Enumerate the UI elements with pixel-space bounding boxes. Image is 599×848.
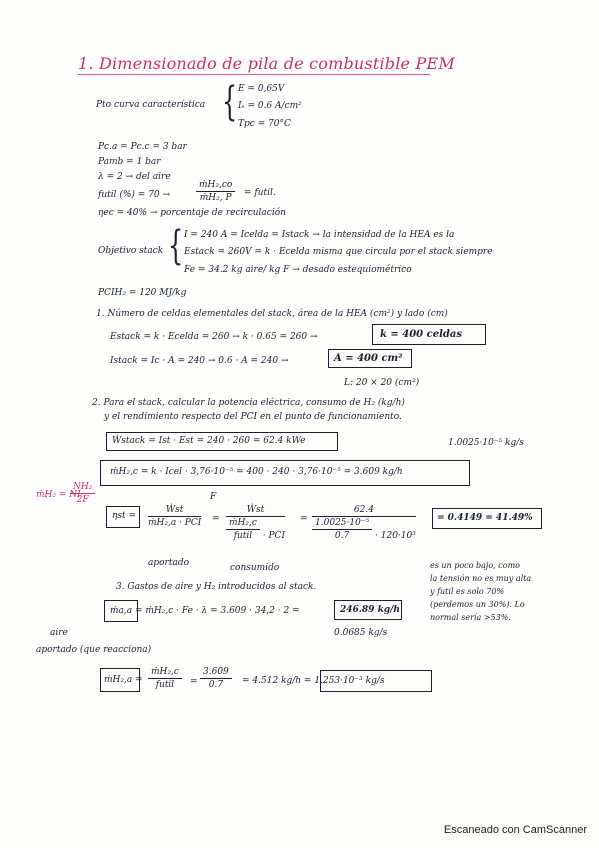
eta-lhs: ηst = (112, 511, 137, 521)
eta-frac-3-inner-num: 1.0025·10⁻⁵ (312, 518, 372, 530)
air-eq: ṁa,a = ṁH₂,c · Fe · λ = 3.609 · 34,2 · 2 = (110, 606, 300, 616)
eta-frac-3-num: 62.4 (312, 505, 416, 517)
h2-frac-2-den: 0.7 (208, 680, 224, 690)
eta-frac-3-inner (312, 518, 372, 541)
eq-sign: = (300, 514, 308, 524)
mh2-rate-kgs: 1.0025·10⁻⁵ kg/s (448, 438, 524, 448)
q1-eq1: Estack = k · Ecelda = 260 → k · 0.65 = 260 → (110, 332, 318, 342)
wstack-eq: Ẇstack = Ist · Est = 240 · 260 = 62.4 kWe (112, 436, 306, 446)
h2-result: = 4.512 kg/h = 1.253·10⁻³ kg/s (242, 676, 385, 686)
h2-frac-1 (148, 667, 182, 690)
note-line-2: la tensión no es muy alta (430, 574, 532, 583)
objective-label: Objetivo stack (98, 246, 164, 256)
param-futil-result: = futil. (244, 188, 276, 198)
eta-frac-3-pci: · 120·10³ (375, 531, 416, 541)
h2-frac-1-den: futil (155, 680, 175, 690)
note-line-3: y futil es solo 70% (430, 587, 505, 596)
mh2-formula-fraction (70, 482, 95, 505)
polar-label: Pto curva característica (96, 100, 206, 110)
q2-header-1: 2. Para el stack, calcular la potencia eléctrica, consumo de H₂ (kg/h) (92, 398, 405, 408)
polar-t: Tpc = 70°C (238, 119, 291, 129)
h2-frac-2-num: 3.609 (200, 667, 232, 679)
camscanner-watermark: Escaneado con CamScanner (443, 824, 587, 836)
q1-side: L: 20 × 20 (cm²) (344, 378, 420, 388)
eta-frac-2-num: Ẇst (226, 505, 285, 517)
h2-lhs: ṁH₂,a = (104, 675, 143, 685)
note-line-4: (perdemos un 30%). Lo (430, 600, 525, 609)
eta-frac-1-num: Ẇst (148, 505, 201, 517)
eta-frac-2-inner (226, 518, 260, 541)
eta-frac-2-inner-num: ṁH₂,c (226, 518, 260, 530)
eq-sign: = (212, 514, 220, 524)
air-rate-kgs: 0.0685 kg/s (334, 628, 388, 638)
faraday-label: F (210, 492, 217, 502)
eta-frac-2 (226, 505, 285, 541)
brace: { (168, 223, 184, 269)
q1-result-a: A = 400 cm² (334, 353, 403, 364)
label-consumido: consumido (230, 563, 280, 573)
param-pamb: Pamb = 1 bar (98, 157, 161, 167)
polar-i: Iₛ = 0.6 A/cm² (238, 101, 302, 111)
mh2-formula-den: 2F (76, 495, 89, 505)
h2-mid: = (190, 677, 198, 687)
eta-frac-1-den: ṁH₂,a · PCI (148, 518, 202, 528)
eta-frac-2-inner-den: futil (233, 531, 253, 541)
brace: { (222, 79, 238, 125)
param-recirculation: ηec = 40% → porcentaje de recirculación (98, 208, 286, 218)
param-pressure: Pc.a = Pc.c = 3 bar (98, 142, 187, 152)
eta-frac-1 (148, 505, 201, 528)
polar-e: E = 0,65V (238, 84, 285, 94)
air-result: 246.89 kg/h (340, 605, 400, 615)
objective-line-1: I = 240 A = Icelda = Istack → la intensidad de la HEA es la (184, 230, 455, 240)
eta-frac-3-inner-den: 0.7 (334, 531, 350, 541)
eta-frac-2-pci: · PCI (262, 531, 285, 541)
mh2-formula-left: ṁH₂ = NI (36, 490, 81, 500)
futil-fraction (196, 180, 235, 203)
eta-frac-3-den (312, 517, 416, 541)
q1-eq2: Istack = Ic · A = 240 → 0.6 · A = 240 → (110, 356, 289, 366)
eta-frac-3 (312, 505, 416, 541)
q3-header: 3. Gastos de aire y H₂ introducidos al stack. (116, 582, 317, 592)
note-line-5: normal sería >53%. (430, 613, 511, 622)
q1-result-k: k = 400 celdas (380, 329, 462, 340)
mh2c-eq: ṁH₂,c = k · Icel · 3,76·10⁻⁵ = 400 · 240 · 3,76·10⁻⁵ = 3.609 kg/h (110, 467, 403, 477)
note-line-1: es un poco bajo, como (430, 561, 520, 570)
label-aportado: aportado (148, 558, 190, 568)
futil-num: ṁH₂,co (196, 180, 235, 192)
page-title: 1. Dimensionado de pila de combustible PEM (78, 54, 455, 73)
title-underline (78, 74, 430, 75)
q1-header: 1. Número de celdas elementales del stack, área de la HEA (cm²) y lado (cm) (96, 309, 448, 319)
param-futil: futil (%) = 70 → (98, 190, 171, 200)
objective-line-2: Estack = 260V = k · Ecelda misma que circula por el stack siempre (184, 247, 493, 257)
eta-result: = 0.4149 = 41.49% (437, 513, 533, 523)
air-note-2: aportado (que reacciona) (36, 645, 152, 655)
objective-line-3: Fe = 34.2 kg aire/ kg F → desado estequiométrico (184, 265, 412, 275)
mh2-formula-num: NH₂ (70, 482, 95, 494)
h2-frac-2 (200, 667, 232, 690)
futil-den: ṁH₂, P (199, 193, 232, 203)
pci-value: PCIH₂ = 120 MJ/kg (98, 288, 187, 298)
air-note-1: aire (50, 628, 68, 638)
q2-header-2: y el rendimiento respecto del PCI en el punto de funcionamiento. (104, 412, 402, 422)
h2-frac-1-num: ṁH₂,c (148, 667, 182, 679)
eta-frac-2-den (226, 517, 285, 541)
param-lambda: λ = 2 → del aire (98, 172, 171, 182)
